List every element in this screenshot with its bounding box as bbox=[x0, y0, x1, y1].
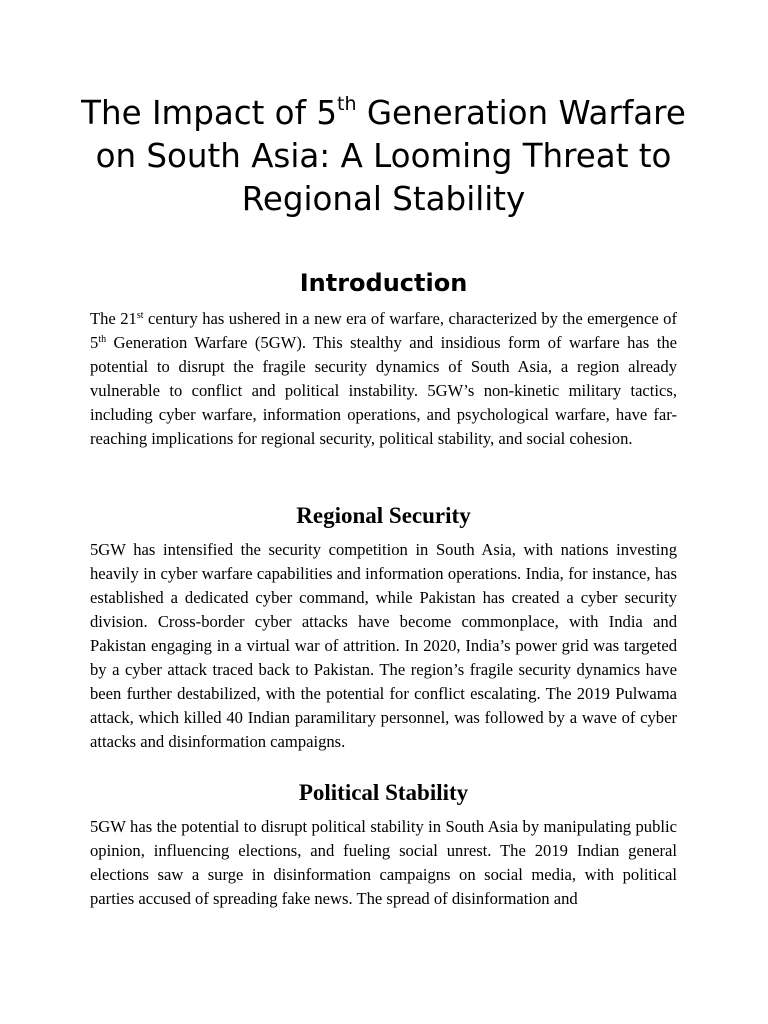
introduction-paragraph bbox=[90, 307, 677, 451]
title-text-end: Generation Warfare on South Asia: A Looming Threat to Regional Stability bbox=[95, 94, 686, 218]
regional-security-heading: Regional Security bbox=[296, 503, 471, 528]
political-stability-paragraph: 5GW has the potential to disrupt political stability in South Asia by manipulating public opinion, influencing elections, and fueling social unrest. The 2019 Indian general elections saw a surge in disinformation campaigns on social media, with political parties accused of spreading fake news. The spread of disinformation and bbox=[90, 817, 677, 908]
introduction-heading: Introduction bbox=[299, 269, 468, 297]
title-text-start: The Impact of 5 bbox=[81, 94, 338, 132]
title-superscript: th bbox=[337, 92, 357, 115]
intro-superscript-1: st bbox=[136, 310, 144, 321]
document-title bbox=[70, 92, 697, 221]
intro-superscript-2: th bbox=[98, 334, 107, 345]
intro-text-1: The 21 bbox=[90, 309, 137, 328]
regional-security-paragraph: 5GW has intensified the security competition in South Asia, with nations investing heavily in cyber warfare capabilities and information operations. India, for instance, has established a dedicated cyber command, while Pakistan has created a cyber security division. Cross-border cyber attacks have become commonplace, with India and Pakistan engaging in a virtual war of attrition. In 2020, India’s power grid was targeted by a cyber attack traced back to Pakistan. The region’s fragile security dynamics have been further destabilized, with the potential for conflict escalating. The 2019 Pulwama attack, which killed 40 Indian paramilitary personnel, was followed by a wave of cyber attacks and disinformation campaigns. bbox=[90, 540, 677, 751]
intro-text-2: century has ushered in a new era of warfare, characterized by the emergence of 5 bbox=[90, 309, 677, 352]
intro-text-3: Generation Warfare (5GW). This stealthy and insidious form of warfare has the potential to disrupt the fragile security dynamics of South Asia, a region already vulnerable to conflict and political instability. 5GW’s non-kinetic military tactics, including cyber warfare, information operations, and psychological warfare, have far-reaching implications for regional security, political stability, and social cohesion. bbox=[90, 333, 677, 448]
political-stability-heading: Political Stability bbox=[298, 780, 469, 805]
